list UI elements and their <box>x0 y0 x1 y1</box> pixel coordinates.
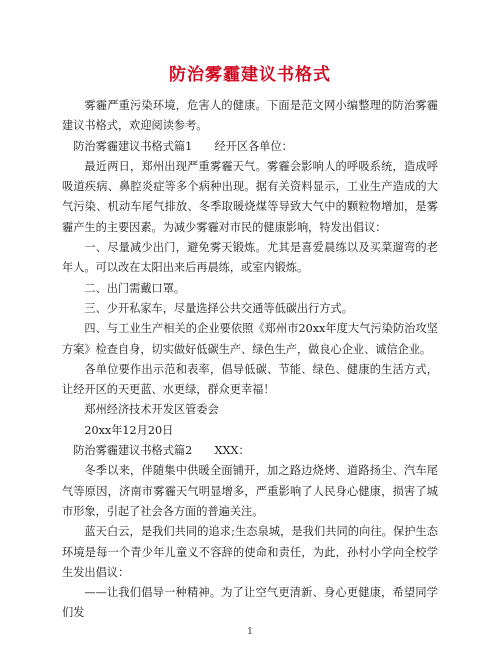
body-paragraph: 最近两日，郑州出现严重雾霾天气。雾霾会影响人的呼吸系统，造成呼吸道疾病、鼻腔炎症等多个病种出现。据有关资料显示，工业生产造成的大气污染、机动车尾气排放、冬季取暖烧煤等导致大气中的颗粒物增加，是雾霾产生的主要因素。为减少雾霾对市民的健康影响，特发出倡议： <box>62 159 438 234</box>
list-item-4: 四、与工业生产相关的企业要依照《郑州市20xx年度大气污染防治攻坚方案》检查自身，切实做好低碳生产、绿色生产，做良心企业、诚信企业。 <box>62 322 438 356</box>
page-number: 1 <box>247 627 253 637</box>
document-body <box>62 96 438 624</box>
signature-organization: 郑州经济技术开发区管委会 <box>84 403 219 417</box>
document-title: 防治雾霾建议书格式 <box>169 65 331 85</box>
body-paragraph: 各单位要作出示范和表率，倡导低碳、节能、绿色、健康的生活方式，让经开区的天更蓝、水更绿，群众更幸福！ <box>62 362 438 397</box>
body-paragraph: 蓝天白云，是我们共同的追求;生态泉城，是我们共同的向往。保护生态环境是每一个青少年儿童义不容辞的使命和责任，为此，孙村小学向全校学生发出倡议： <box>62 525 438 579</box>
section-heading-1: 防治雾霾建议书格式篇1 经开区各单位： <box>73 139 293 153</box>
section-heading-2: 防治雾霾建议书格式篇2 XXX： <box>73 444 250 458</box>
signature-date: 20xx年12月20日 <box>84 423 174 437</box>
body-paragraph: ——让我们倡导一种精神。为了让空气更清新、身心更健康，希望同学们发 <box>62 586 438 620</box>
body-paragraph: 冬季以来，伴随集中供暖全面铺开，加之路边烧烤、道路扬尘、汽车尾气等原因，济南市雾霾天气明显增多，严重影响了人民身心健康，损害了城市形象，引起了社会各方面的普遍关注。 <box>62 464 438 518</box>
intro-paragraph: 雾霾严重污染环境，危害人的健康。下面是范文网小编整理的防治雾霾建议书格式，欢迎阅读参考。 <box>62 99 438 133</box>
list-item-1: 一、尽量减少出门，避免雾天锻炼。尤其是喜爱晨练以及买菜遛弯的老年人。可以改在太阳出来后再晨练，或室内锻炼。 <box>62 241 438 275</box>
list-item-2: 二、出门需戴口罩。 <box>84 281 186 295</box>
list-item-3: 三、少开私家车，尽量选择公共交通等低碳出行方式。 <box>84 301 353 315</box>
